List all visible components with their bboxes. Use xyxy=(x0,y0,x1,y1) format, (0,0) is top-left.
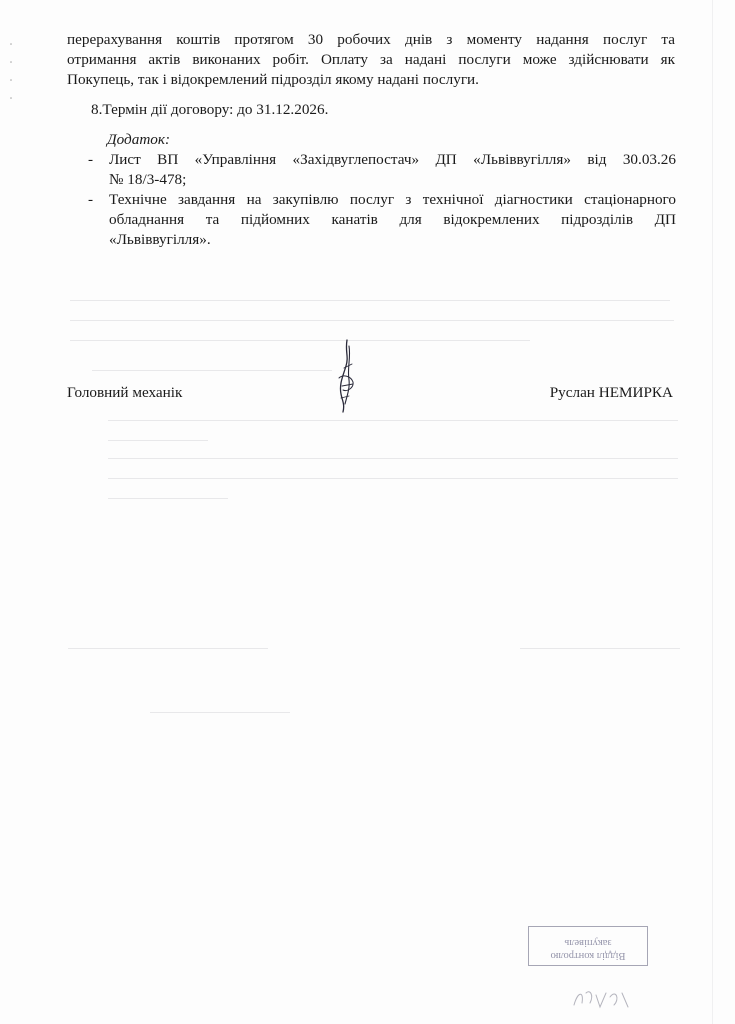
reverse-side-line xyxy=(108,440,208,441)
reverse-side-line xyxy=(108,458,678,459)
margin-marks xyxy=(8,40,14,113)
reverse-side-line xyxy=(70,340,530,341)
annex-item xyxy=(88,150,676,190)
annex-list xyxy=(88,150,676,250)
annex-item xyxy=(88,190,676,250)
handwritten-signature xyxy=(325,338,365,418)
registration-stamp xyxy=(528,926,648,966)
signer-position: Головний механік xyxy=(67,384,183,401)
list-dash: - xyxy=(88,191,94,208)
annex-item-line: обладнання та підйомних канатів для відокремлених підрозділів ДП xyxy=(109,211,676,228)
reverse-side-line xyxy=(68,648,268,649)
payment-terms-paragraph xyxy=(67,30,675,90)
reverse-side-line xyxy=(520,648,680,649)
reverse-side-show-through xyxy=(68,289,678,352)
annex-item-text xyxy=(109,150,676,190)
reverse-side-line xyxy=(70,320,674,321)
signer-name: Руслан НЕМИРКА xyxy=(549,384,673,401)
annex-item-line: Технічне завдання на закупівлю послуг з технічної діагностики стаціонарного xyxy=(109,191,676,208)
reverse-side-line xyxy=(108,498,228,499)
reverse-side-line xyxy=(108,478,678,479)
annex-item-line: «Львіввугілля». xyxy=(109,231,211,248)
contract-term: 8.Термін дії договору: до 31.12.2026. xyxy=(91,101,329,118)
reverse-side-line xyxy=(150,712,290,713)
reverse-side-line xyxy=(92,370,332,371)
annex-item-line: № 18/3-478; xyxy=(109,171,187,188)
paragraph-line: перерахування коштів протягом 30 робочих днів з моменту надання послуг та xyxy=(67,31,675,48)
page-edge-shadow xyxy=(712,0,713,1024)
stamp-line: Відділ контролю xyxy=(550,950,626,961)
stamp-line: закупівель xyxy=(564,937,612,948)
annex-item-text xyxy=(109,190,676,250)
list-dash: - xyxy=(88,151,94,168)
paragraph-line: отримання актів виконаних робіт. Оплату за надані послуги може здійснювати як xyxy=(67,51,675,68)
annex-title: Додаток: xyxy=(107,131,171,148)
annex-item-line: Лист ВП «Управління «Західвуглепостач» ДП «Львіввугілля» від 30.03.26 xyxy=(109,151,676,168)
reverse-side-line xyxy=(70,300,670,301)
reverse-side-line xyxy=(108,420,678,421)
handwritten-mark xyxy=(570,985,650,1013)
paragraph-line: Покупець, так і відокремлений підрозділ якому надані послуги. xyxy=(67,71,479,88)
